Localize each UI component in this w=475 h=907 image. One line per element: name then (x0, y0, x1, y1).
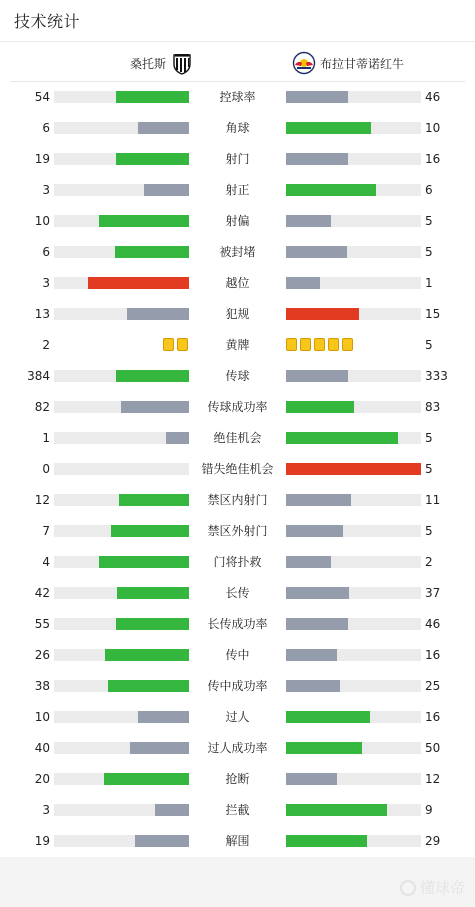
home-bar-fill (99, 556, 189, 568)
home-bar-fill (116, 153, 189, 165)
home-bar-fill (138, 122, 189, 134)
away-bar-fill (286, 401, 354, 413)
stat-label: 传中 (225, 648, 250, 662)
away-value: 10 (425, 121, 441, 135)
stat-label: 角球 (225, 121, 250, 135)
away-value: 29 (425, 834, 441, 848)
home-value: 3 (42, 803, 50, 817)
away-value: 25 (425, 679, 441, 693)
yellow-card-icon (328, 338, 339, 351)
home-value: 0 (42, 462, 50, 476)
stat-label: 传球成功率 (207, 400, 268, 414)
home-value: 1 (42, 431, 50, 445)
home-bar-track (54, 246, 189, 258)
away-bar-fill (286, 308, 359, 320)
watermark-text: 懂球帝 (419, 879, 465, 897)
home-team-name: 桑托斯 (130, 56, 167, 71)
away-value: 5 (425, 462, 433, 476)
home-bar-track (54, 91, 189, 103)
yellow-card-icon (314, 338, 325, 351)
home-value: 20 (34, 772, 50, 786)
away-value: 83 (425, 400, 441, 414)
yellow-card-icon (342, 338, 353, 351)
away-bar-track (286, 742, 421, 754)
away-value: 16 (425, 152, 441, 166)
home-bar-track (54, 618, 189, 630)
stat-label: 门将扑救 (213, 555, 262, 569)
stat-label: 过人成功率 (207, 741, 268, 755)
stat-row (0, 515, 475, 546)
home-value: 7 (42, 524, 50, 538)
away-bar-fill (286, 711, 370, 723)
home-bar-track (54, 432, 189, 444)
home-value: 384 (27, 369, 50, 383)
home-bar-track (54, 804, 189, 816)
stat-row (0, 329, 475, 360)
stat-row (0, 825, 475, 856)
stat-label: 禁区外射门 (207, 524, 268, 538)
away-bar-track (286, 184, 421, 196)
home-value: 13 (34, 307, 50, 321)
home-bar-track (54, 215, 189, 227)
away-value: 15 (425, 307, 441, 321)
yellow-card-icon (286, 338, 297, 351)
away-bar-fill (286, 277, 320, 289)
stat-label: 黄牌 (225, 338, 250, 352)
stat-row (0, 236, 475, 267)
away-bar-fill (286, 804, 387, 816)
stat-label: 绝佳机会 (213, 431, 262, 445)
away-bar-track (286, 246, 421, 258)
away-bar-track (286, 618, 421, 630)
watermark (400, 877, 465, 898)
stat-label: 传球 (225, 369, 250, 383)
away-bar-track (286, 122, 421, 134)
stat-row (0, 422, 475, 453)
section-title: 技术统计 (14, 12, 81, 31)
yellow-card-icon (300, 338, 311, 351)
away-bar-fill (286, 649, 337, 661)
stat-row (0, 174, 475, 205)
home-bar-fill (116, 91, 189, 103)
home-bar-fill (144, 184, 189, 196)
away-bar-fill (286, 680, 340, 692)
stat-label: 射正 (225, 183, 250, 197)
away-bar-track (286, 91, 421, 103)
away-bar-fill (286, 184, 376, 196)
home-bar-fill (116, 370, 189, 382)
stat-row (0, 794, 475, 825)
away-bar-fill (286, 742, 362, 754)
home-bar-fill (166, 432, 189, 444)
stat-row (0, 484, 475, 515)
away-value: 5 (425, 245, 433, 259)
away-bar-track (286, 525, 421, 537)
away-bar-fill (286, 122, 371, 134)
away-bar-track (286, 711, 421, 723)
stat-row (0, 112, 475, 143)
stat-label: 过人 (225, 710, 250, 724)
home-bar-track (54, 556, 189, 568)
santos-crest-icon (170, 51, 194, 75)
away-value: 333 (425, 369, 448, 383)
away-team[interactable] (292, 51, 408, 75)
yellow-card-icon (163, 338, 174, 351)
stat-row (0, 763, 475, 794)
home-value: 3 (42, 183, 50, 197)
away-bar-fill (286, 432, 398, 444)
stat-label: 控球率 (219, 90, 256, 104)
home-bar-fill (88, 277, 189, 289)
stat-row (0, 143, 475, 174)
home-value: 38 (34, 679, 50, 693)
away-bar-track (286, 277, 421, 289)
away-yellow-cards (286, 338, 353, 351)
away-team-name: 布拉甘蒂诺红牛 (320, 56, 405, 71)
away-bar-fill (286, 618, 348, 630)
home-value: 10 (34, 710, 50, 724)
away-value: 46 (425, 90, 441, 104)
stat-row (0, 608, 475, 639)
home-bar-track (54, 122, 189, 134)
home-bar-fill (121, 401, 189, 413)
home-bar-track (54, 277, 189, 289)
away-value: 11 (425, 493, 441, 507)
away-value: 2 (425, 555, 433, 569)
stat-label: 射偏 (225, 214, 250, 228)
home-value: 12 (34, 493, 50, 507)
stat-row (0, 81, 475, 112)
home-value: 40 (34, 741, 50, 755)
stat-row (0, 360, 475, 391)
home-value: 54 (34, 90, 50, 104)
away-value: 1 (425, 276, 433, 290)
home-value: 6 (42, 245, 50, 259)
away-value: 5 (425, 524, 433, 538)
home-bar-fill (116, 618, 189, 630)
away-value: 16 (425, 648, 441, 662)
home-value: 2 (42, 338, 50, 352)
away-bar-fill (286, 835, 367, 847)
home-bar-fill (111, 525, 189, 537)
stat-label: 射门 (225, 152, 250, 166)
away-bar-track (286, 494, 421, 506)
away-bar-fill (286, 215, 331, 227)
yellow-card-icon (177, 338, 188, 351)
home-yellow-cards (163, 338, 188, 351)
away-bar-track (286, 680, 421, 692)
away-bar-fill (286, 153, 348, 165)
away-value: 46 (425, 617, 441, 631)
home-bar-track (54, 463, 189, 475)
home-bar-fill (99, 215, 189, 227)
home-bar-track (54, 773, 189, 785)
stat-row (0, 298, 475, 329)
home-bar-fill (127, 308, 189, 320)
stat-label: 犯规 (225, 307, 250, 321)
home-bar-track (54, 835, 189, 847)
home-bar-track (54, 711, 189, 723)
away-bar-track (286, 835, 421, 847)
away-value: 37 (425, 586, 441, 600)
away-bar-track (286, 432, 421, 444)
away-value: 5 (425, 431, 433, 445)
away-value: 5 (425, 214, 433, 228)
stat-row (0, 453, 475, 484)
away-bar-fill (286, 91, 348, 103)
home-value: 19 (34, 152, 50, 166)
home-value: 55 (34, 617, 50, 631)
home-bar-track (54, 184, 189, 196)
away-bar-fill (286, 556, 331, 568)
home-value: 10 (34, 214, 50, 228)
footer (0, 857, 475, 907)
home-bar-fill (115, 246, 189, 258)
stat-row (0, 205, 475, 236)
stat-row (0, 391, 475, 422)
stat-row (0, 732, 475, 763)
stat-label: 禁区内射门 (207, 493, 268, 507)
home-bar-fill (117, 587, 189, 599)
home-value: 3 (42, 276, 50, 290)
home-bar-fill (104, 773, 189, 785)
home-bar-track (54, 494, 189, 506)
away-bar-fill (286, 494, 351, 506)
home-bar-fill (105, 649, 189, 661)
home-bar-track (54, 587, 189, 599)
away-bar-fill (286, 773, 337, 785)
stat-row (0, 577, 475, 608)
away-bar-track (286, 649, 421, 661)
home-team[interactable] (126, 51, 194, 75)
away-bar-track (286, 556, 421, 568)
away-bar-track (286, 773, 421, 785)
home-value: 19 (34, 834, 50, 848)
away-bar-fill (286, 463, 421, 475)
away-value: 12 (425, 772, 441, 786)
home-bar-fill (155, 804, 189, 816)
red-bull-bragantino-crest-icon (292, 51, 316, 75)
stat-label: 长传 (225, 586, 250, 600)
stat-row (0, 267, 475, 298)
home-bar-fill (119, 494, 189, 506)
stat-row (0, 670, 475, 701)
home-value: 42 (34, 586, 50, 600)
away-bar-track (286, 308, 421, 320)
away-bar-track (286, 215, 421, 227)
stat-label: 被封堵 (219, 245, 256, 259)
section-header (0, 0, 475, 42)
home-bar-track (54, 742, 189, 754)
away-bar-fill (286, 587, 349, 599)
stats-list (0, 81, 475, 856)
away-bar-track (286, 370, 421, 382)
teams-header (10, 42, 465, 82)
home-bar-track (54, 153, 189, 165)
away-bar-fill (286, 525, 343, 537)
home-value: 26 (34, 648, 50, 662)
stat-row (0, 639, 475, 670)
stat-label: 传中成功率 (207, 679, 268, 693)
stat-row (0, 701, 475, 732)
away-value: 9 (425, 803, 433, 817)
stat-label: 拦截 (225, 803, 250, 817)
home-bar-fill (138, 711, 189, 723)
away-bar-track (286, 587, 421, 599)
away-value: 6 (425, 183, 433, 197)
home-bar-fill (108, 680, 189, 692)
away-bar-track (286, 401, 421, 413)
home-value: 4 (42, 555, 50, 569)
away-bar-track (286, 153, 421, 165)
away-value: 5 (425, 338, 433, 352)
away-value: 50 (425, 741, 441, 755)
home-bar-fill (135, 835, 189, 847)
away-value: 16 (425, 710, 441, 724)
away-bar-track (286, 463, 421, 475)
away-bar-fill (286, 370, 348, 382)
stat-label: 长传成功率 (207, 617, 268, 631)
watermark-logo-icon (400, 880, 416, 896)
stat-label: 抢断 (225, 772, 250, 786)
home-bar-track (54, 649, 189, 661)
stat-row (0, 546, 475, 577)
stat-label: 越位 (225, 276, 250, 290)
home-value: 82 (34, 400, 50, 414)
away-bar-track (286, 804, 421, 816)
home-bar-track (54, 308, 189, 320)
home-bar-track (54, 401, 189, 413)
stat-label: 解围 (225, 834, 250, 848)
stat-label: 错失绝佳机会 (201, 462, 274, 476)
home-value: 6 (42, 121, 50, 135)
home-bar-track (54, 370, 189, 382)
home-bar-track (54, 680, 189, 692)
home-bar-track (54, 525, 189, 537)
home-bar-fill (130, 742, 189, 754)
away-bar-fill (286, 246, 347, 258)
